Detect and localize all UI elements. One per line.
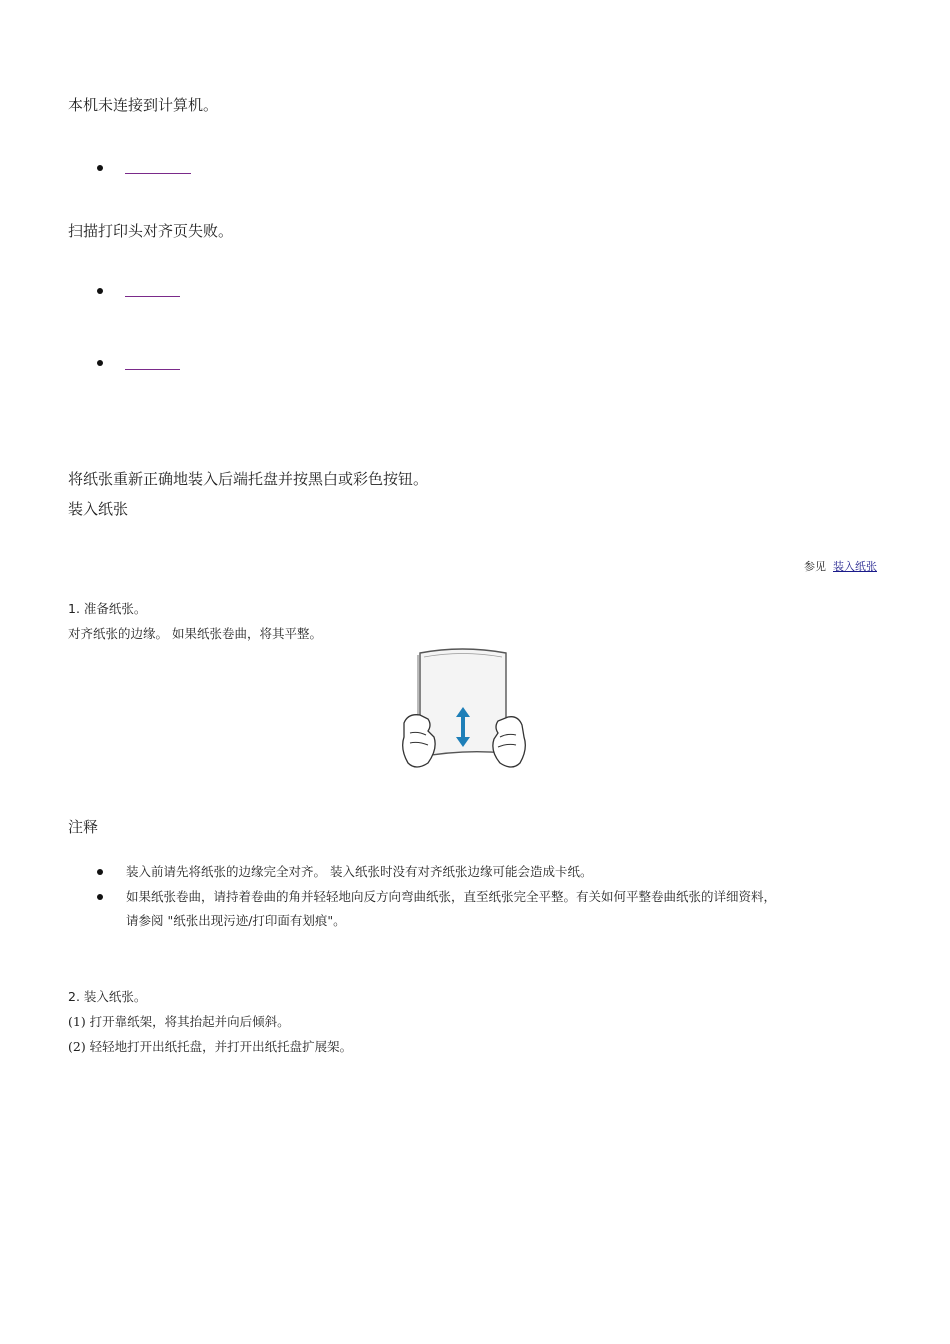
see-also-link[interactable]: 装入纸张 xyxy=(833,560,877,573)
bullet-icon xyxy=(97,165,103,171)
message-not-connected: 本机未连接到计算机。 xyxy=(68,96,219,114)
note-item-2: 如果纸张卷曲，请持着卷曲的角并轻轻地向反方向弯曲纸张，直至纸张完全平整。有关如何平整卷曲纸张的详细资料， xyxy=(126,889,777,904)
bullet-icon xyxy=(97,360,103,366)
bullet-icon xyxy=(97,288,103,294)
note-item-2-cont: 请参阅 "纸张出现污迹/打印面有划痕"。 xyxy=(126,913,346,928)
step1-title: 1. 准备纸张。 xyxy=(68,601,147,616)
see-also xyxy=(804,558,877,574)
paper-align-illustration xyxy=(398,645,530,773)
see-also-prefix: 参见 xyxy=(804,560,826,573)
reload-instruction: 将纸张重新正确地装入后端托盘并按黑白或彩色按钮。 xyxy=(68,470,429,488)
bullet-icon xyxy=(97,894,103,900)
step1-body: 对齐纸张的边缘。 如果纸张卷曲，将其平整。 xyxy=(68,626,322,641)
message-scan-failed: 扫描打印头对齐页失败。 xyxy=(68,222,234,240)
step2-title: 2. 装入纸张。 xyxy=(68,989,147,1004)
link-underline-3[interactable] xyxy=(125,369,180,370)
section-heading: 装入纸张 xyxy=(68,500,129,518)
note-title: 注释 xyxy=(68,818,99,836)
step2-sub-1: (1) 打开靠纸架，将其抬起并向后倾斜。 xyxy=(68,1014,290,1029)
bullet-icon xyxy=(97,869,103,875)
note-item-1: 装入前请先将纸张的边缘完全对齐。 装入纸张时没有对齐纸张边缘可能会造成卡纸。 xyxy=(126,864,593,879)
step2-sub-2: (2) 轻轻地打开出纸托盘，并打开出纸托盘扩展架。 xyxy=(68,1039,353,1054)
link-underline-1[interactable] xyxy=(125,173,191,174)
link-underline-2[interactable] xyxy=(125,296,180,297)
